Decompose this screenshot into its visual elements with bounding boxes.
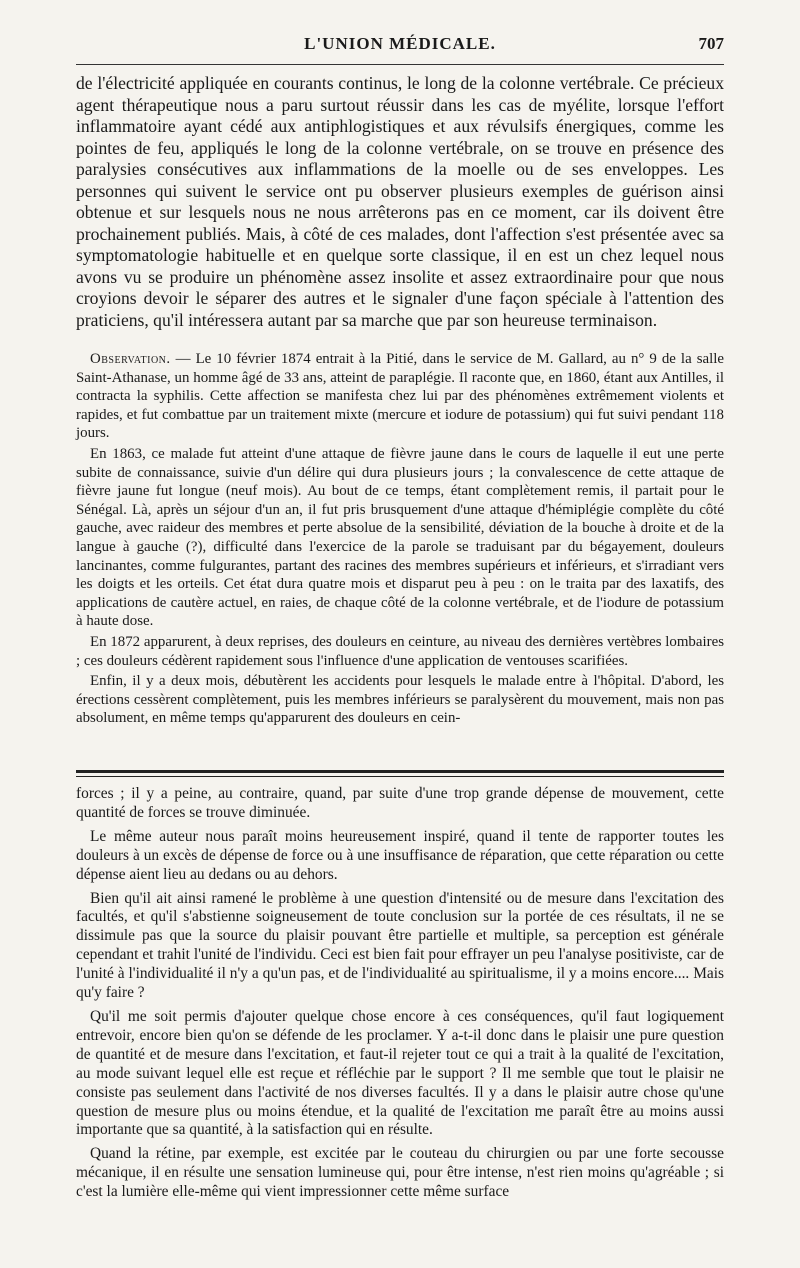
feuilleton-paragraph: Le même auteur nous paraît moins heureusement inspiré, quand il tente de rapporter toutes les douleurs à un excès de dépense de force ou à une insuffisance de réparation, que cette réparation ou cette dépense aient lieu au dedans ou au dehors.	[76, 827, 724, 883]
observation-paragraph: Enfin, il y a deux mois, débutèrent les accidents pour lesquels le malade entre à l'hôpital. D'abord, les érections cessèrent complètement, puis les membres inférieurs se paralysèrent du mouvement, mais non pas absolument, en même temps qu'apparurent des douleurs en cein-	[76, 673, 724, 727]
observation-text: — Le 10 février 1874 entrait à la Pitié, dans le service de M. Gallard, au n° 9 de la salle Saint-Athanase, un homme âgé de 33 ans, atteint de paraplégie. Il raconte que, en 1860, étant aux Antilles, il contracta la syphilis. Cette affection se manifesta chez lui par des phénomènes extrêmement violents et rapides, et fut combattue par un traitement mixte (mercure et iodure de potassium) qui fut suivi pendant 118 jours.	[76, 351, 724, 442]
page-header	[76, 34, 724, 60]
running-title: L'UNION MÉDICALE.	[304, 34, 496, 53]
observation-section	[76, 350, 724, 730]
divider-thin-line	[76, 776, 724, 777]
observation-label: Observation.	[90, 351, 171, 367]
observation-paragraph: En 1872 apparurent, à deux reprises, des douleurs en ceinture, au niveau des dernières vertèbres lombaires ; ces douleurs cédèrent rapidement sous l'influence d'une application de ventouses scarifiées.	[76, 633, 724, 669]
divider-thick-line	[76, 770, 724, 773]
feuilleton-paragraph: Qu'il me soit permis d'ajouter quelque chose encore à ces conséquences, qu'il faut logiquement entrevoir, encore bien qu'on se défende de les proclamer. Y a-t-il donc dans le plaisir une pure question de quantité et de mesure dans l'excitation, et faut-il rejeter tout ce qui a trait à la qualité de l'excitation, au mode suivant lequel elle est reçue et réfléchie par le support ? Il me semble que tout le plaisir ne consiste pas seulement dans l'activité de nos diverses facultés. Il y a dans le plaisir autre chose qu'une question de mesure plus ou moins étendue, et la qualité de l'excitation me paraît être au moins aussi importante que sa quantité, à la satisfaction qui en résulte.	[76, 1007, 724, 1139]
main-paragraph: de l'électricité appliquée en courants continus, le long de la colonne vertébrale. Ce précieux agent thérapeutique nous a paru surtout réussir dans les cas de myélite, lorsque l'effort inflammatoire ayant cédé aux antiphlogistiques et aux révulsifs énergiques, comme les pointes de feu, appliqués le long de la colonne vertébrale, on se trouve en présence des paralysies consécutives aux inflammations de la moelle ou de ses enveloppes. Les personnes qui suivent le service ont pu observer plusieurs exemples de guérison ainsi obtenue et sur lesquels nous ne nous arrêterons pas en ce moment, car ils doivent être prochainement publiés. Mais, à côté de ces malades, dont l'affection s'est présentée avec sa symptomatologie habituelle et en quelque sorte classique, il en est un chez lequel nous avons vu se produire un phénomène assez insolite et assez extraordinaire pour que nous croyions devoir le séparer des autres et le signaler d'une façon spéciale à l'attention des praticiens, qu'il intéressera autant par sa marche que par son heureuse terminaison.	[76, 73, 724, 330]
feuilleton-paragraph: Bien qu'il ait ainsi ramené le problème à une question d'intensité ou de mesure dans l'excitation des facultés, et qu'il s'abstienne soigneusement de toute conclusion sur la portée de ces résultats, il ne se dissimule pas que la source du plaisir pouvant être partielle et multiple, sa perception est générale cependant et trahit l'unité de l'individu. Ceci est bien fait pour effrayer un peu l'analyse positiviste, car de l'unité à l'individualité il n'y a qu'un pas, et de l'individualité au spiritualisme, il y a moins encore.... Mais qu'y faire ?	[76, 889, 724, 1002]
main-article-text	[76, 73, 724, 331]
observation-paragraph	[76, 350, 724, 443]
feuilleton-section	[76, 785, 724, 1207]
observation-paragraph: En 1863, ce malade fut atteint d'une attaque de fièvre jaune dans le cours de laquelle il eut une perte subite de connaissance, suivie d'un délire qui dura plusieurs jours ; la convalescence de cette attaque de fièvre jaune fut longue (neuf mois). Au bout de ce temps, étant complètement remis, il partait pour le Sénégal. Là, après un séjour d'un an, il fut pris brusquement d'une attaque d'hémiplégie complète du côté gauche, avec raideur des membres et perte absolue de la sensibilité, déviation de la bouche à droite et de la langue à gauche (?), difficulté dans l'exercice de la parole se traduisant par du bégayement, douleurs lancinantes, comme fulgurantes, partant des racines des membres supérieurs et inférieurs, et s'irradiant vers les doigts et les orteils. Cet état dura quatre mois et disparut peu à peu : on le traita par des laxatifs, des applications de cautère actuel, en raies, de chaque côté de la colonne vertébrale, et de l'iodure de potassium à haute dose.	[76, 445, 724, 630]
page-number: 707	[698, 34, 724, 53]
feuilleton-paragraph: Quand la rétine, par exemple, est excitée par le couteau du chirurgien ou par une forte secousse mécanique, il en résulte une sensation lumineuse qui, pour être intense, n'est rien moins qu'agréable ; si c'est la lumière elle-même qui vient impressionner cette même surface	[76, 1145, 724, 1201]
header-rule	[76, 64, 724, 65]
section-divider	[76, 770, 724, 777]
feuilleton-paragraph: forces ; il y a peine, au contraire, quand, par suite d'une trop grande dépense de mouvement, cette quantité de forces se trouve diminuée.	[76, 785, 724, 821]
